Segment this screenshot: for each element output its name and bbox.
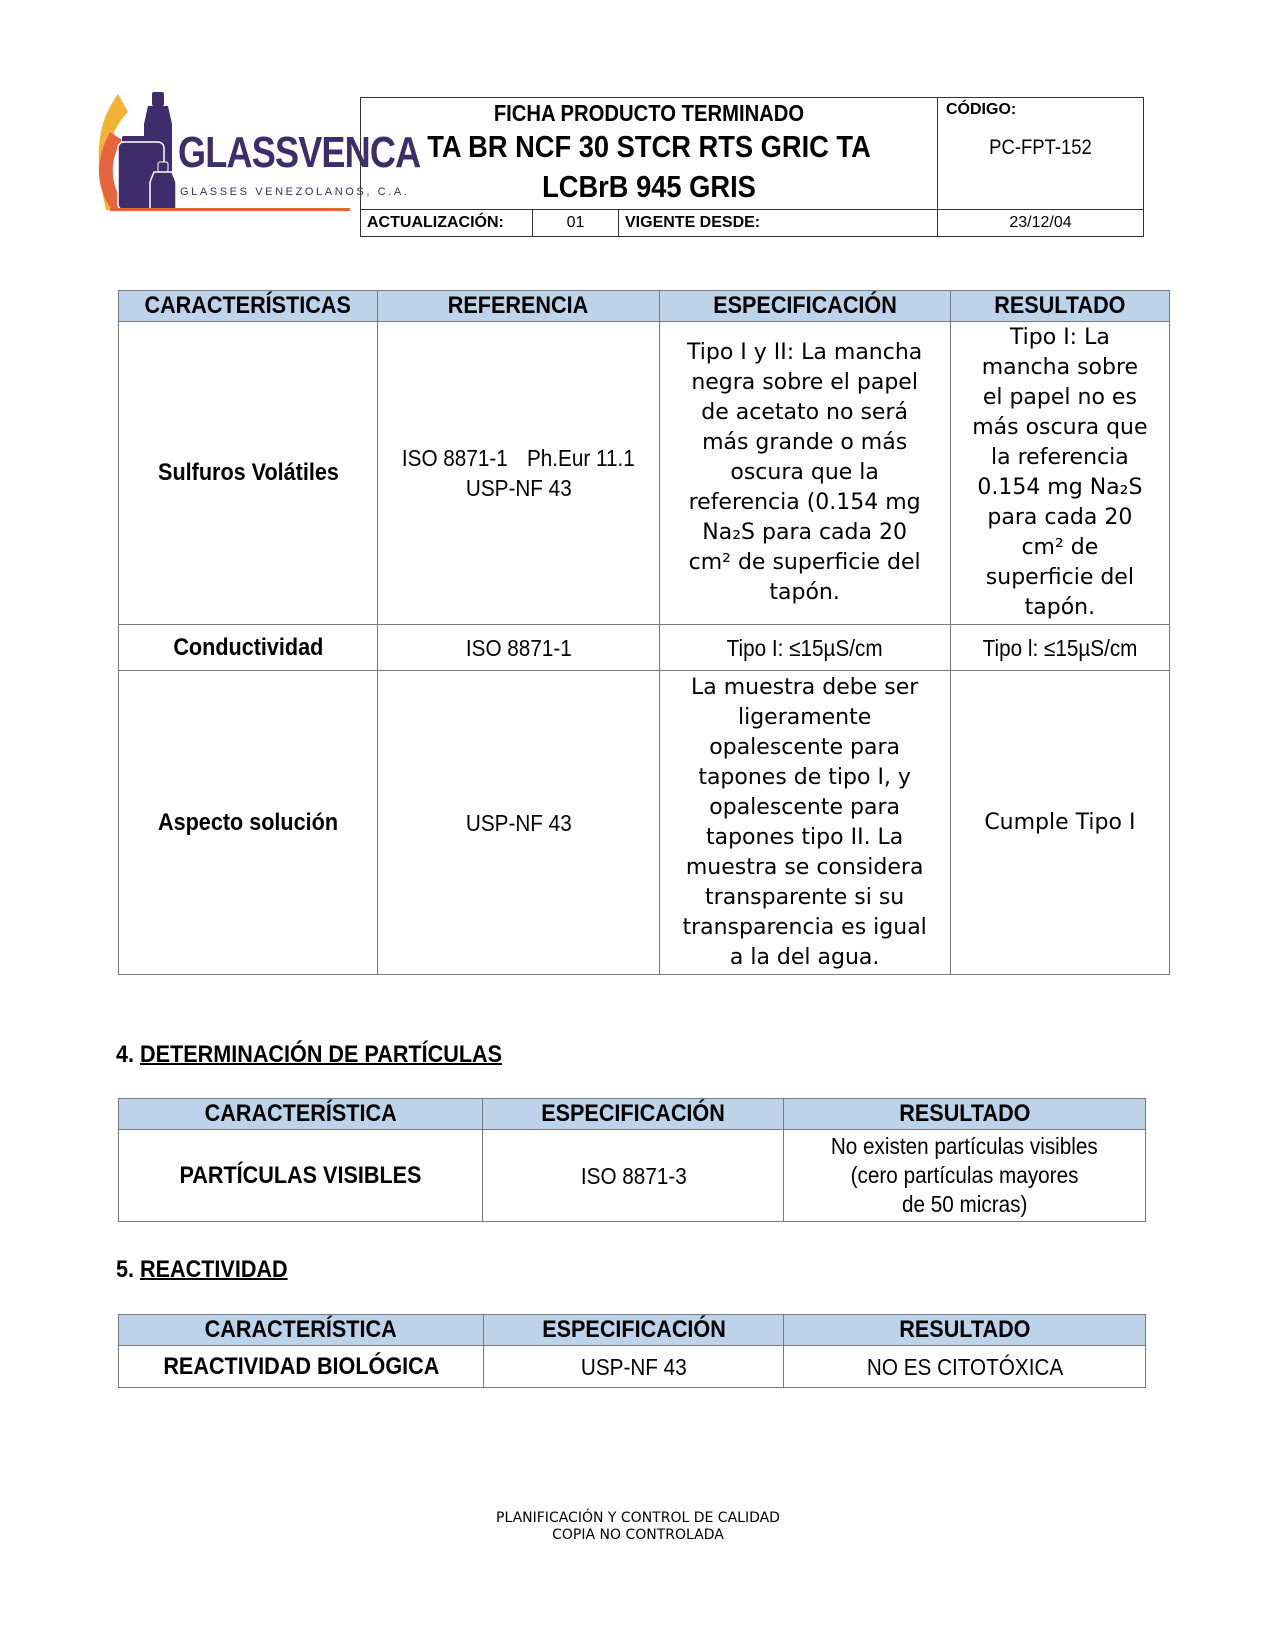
column-header: RESULTADO bbox=[784, 1099, 1146, 1130]
specification-cell: USP-NF 43 bbox=[483, 1346, 784, 1388]
table-row bbox=[119, 322, 1170, 625]
table-header-row bbox=[119, 1099, 1146, 1130]
valid-since-value: 23/12/04 bbox=[938, 210, 1144, 237]
code-label: CÓDIGO: bbox=[946, 101, 1017, 118]
code-value: PC-FPT-152 bbox=[989, 136, 1092, 159]
table-row bbox=[119, 1130, 1146, 1222]
characteristic-cell: PARTÍCULAS VISIBLES bbox=[119, 1130, 483, 1222]
characteristic-cell: Conductividad bbox=[119, 625, 378, 671]
section-5-heading bbox=[116, 1256, 288, 1284]
title-line-2: TA BR NCF 30 STCR RTS GRIC TA bbox=[427, 129, 871, 164]
reference-cell: ISO 8871-1 bbox=[378, 625, 659, 671]
specification-cell: ISO 8871-3 bbox=[483, 1130, 784, 1222]
table-row bbox=[119, 625, 1170, 671]
result-cell: Cumple Tipo I bbox=[950, 671, 1169, 975]
column-header: RESULTADO bbox=[784, 1315, 1146, 1346]
logo-brand-text: GLASSVENCA bbox=[178, 128, 421, 177]
section-title: DETERMINACIÓN DE PARTÍCULAS bbox=[140, 1041, 503, 1068]
characteristic-cell: Aspecto solución bbox=[119, 671, 378, 975]
update-value: 01 bbox=[533, 210, 619, 237]
column-header: ESPECIFICACIÓN bbox=[483, 1099, 784, 1130]
characteristics-table bbox=[118, 290, 1170, 975]
particles-table bbox=[118, 1098, 1146, 1222]
column-header: CARACTERÍSTICA bbox=[119, 1315, 484, 1346]
section-title: REACTIVIDAD bbox=[140, 1256, 288, 1283]
column-header: CARACTERÍSTICAS bbox=[119, 291, 378, 322]
result-cell: No existen partículas visibles (cero partículas mayores de 50 micras) bbox=[784, 1130, 1146, 1222]
column-header: ESPECIFICACIÓN bbox=[659, 291, 950, 322]
characteristic-cell: Sulfuros Volátiles bbox=[119, 322, 378, 625]
valid-since-label: VIGENTE DESDE: bbox=[619, 210, 938, 237]
column-header: CARACTERÍSTICA bbox=[119, 1099, 483, 1130]
document-title bbox=[361, 98, 938, 210]
document-header bbox=[360, 97, 1144, 237]
section-4-heading bbox=[116, 1041, 502, 1069]
column-header: ESPECIFICACIÓN bbox=[483, 1315, 784, 1346]
specification-cell: Tipo I y II: La mancha negra sobre el papel de acetato no será más grande o más oscura que la referencia (0.154 mg Na₂S para cada 20 cm² de superficie del tapón. bbox=[659, 322, 950, 625]
update-label: ACTUALIZACIÓN: bbox=[361, 210, 533, 237]
footer-department: PLANIFICACIÓN Y CONTROL DE CALIDAD bbox=[496, 1510, 780, 1526]
code-cell bbox=[938, 98, 1144, 210]
table-header-row bbox=[119, 1315, 1146, 1346]
title-line-1: FICHA PRODUCTO TERMINADO bbox=[493, 100, 805, 126]
characteristic-cell: REACTIVIDAD BIOLÓGICA bbox=[119, 1346, 484, 1388]
table-row bbox=[119, 1346, 1146, 1388]
reference-cell: ISO 8871-1 Ph.Eur 11.1 USP-NF 43 bbox=[378, 322, 659, 625]
column-header: RESULTADO bbox=[950, 291, 1169, 322]
logo-subtitle: GLASSES VENEZOLANOS, C.A. bbox=[180, 186, 410, 198]
footer-copy-notice: COPIA NO CONTROLADA bbox=[552, 1527, 724, 1543]
section-number: 4. bbox=[116, 1041, 135, 1068]
reactivity-table bbox=[118, 1314, 1146, 1388]
table-row bbox=[119, 671, 1170, 975]
reference-cell: USP-NF 43 bbox=[378, 671, 659, 975]
specification-cell: La muestra debe ser ligeramente opalescente para tapones de tipo I, y opalescente para tapones tipo II. La muestra se considera transparente si su transparencia es igual a la del agua. bbox=[659, 671, 950, 975]
title-line-3: LCBrB 945 GRIS bbox=[542, 169, 756, 204]
result-cell: NO ES CITOTÓXICA bbox=[784, 1346, 1146, 1388]
page-footer bbox=[0, 1510, 1276, 1544]
column-header: REFERENCIA bbox=[378, 291, 659, 322]
table-header-row bbox=[119, 291, 1170, 322]
logo-underline bbox=[110, 208, 350, 211]
result-cell: Tipo I: La mancha sobre el papel no es más oscura que la referencia 0.154 mg Na₂S para cada 20 cm² de superficie del tapón. bbox=[950, 322, 1169, 625]
section-number: 5. bbox=[116, 1256, 135, 1283]
company-logo bbox=[88, 92, 421, 214]
result-cell: Tipo l: ≤15µS/cm bbox=[950, 625, 1169, 671]
specification-cell: Tipo I: ≤15µS/cm bbox=[659, 625, 950, 671]
